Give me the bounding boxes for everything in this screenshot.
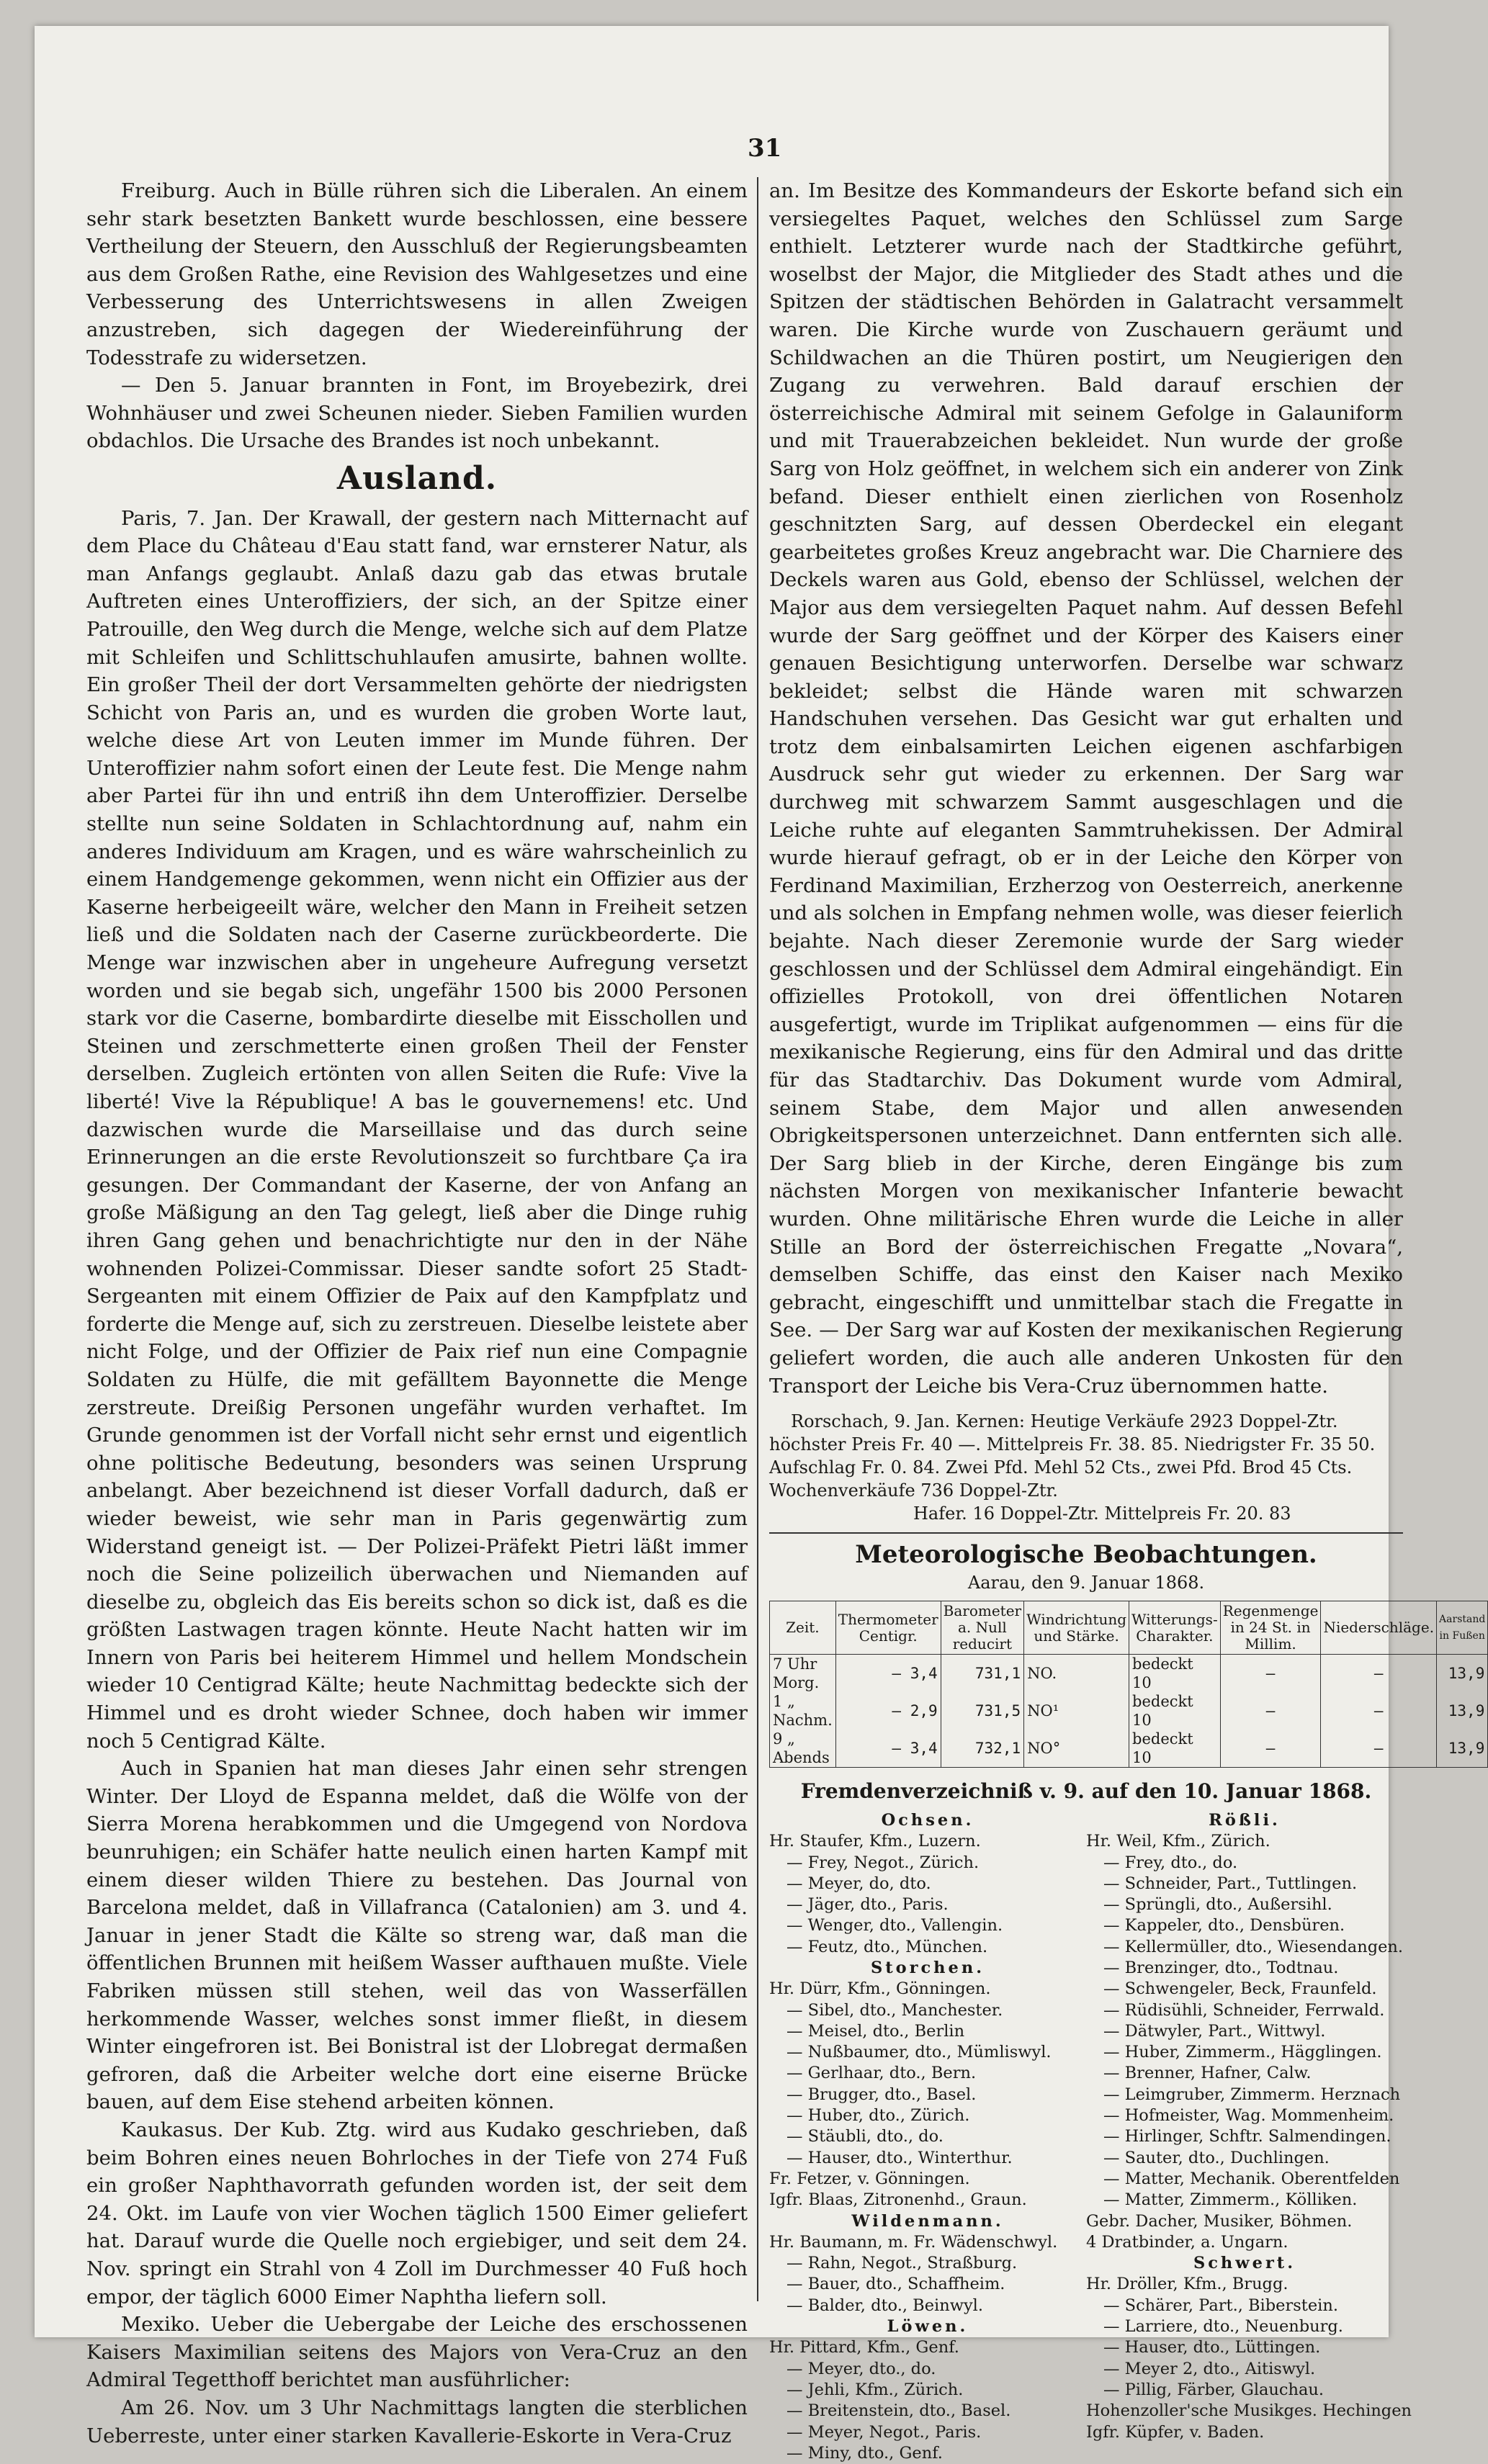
market-line: Hafer. 16 Doppel-Ztr. Mittelpreis Fr. 20. 83	[913, 1503, 1291, 1524]
guest-entry: — Jehli, Kfm., Zürich.	[786, 2380, 964, 2399]
col-header: Regenmenge in 24 St. in Millim.	[1220, 1601, 1321, 1655]
guest-entry: — Wenger, dto., Vallengin.	[786, 1916, 1003, 1935]
guest-entry: Hr. Staufer, Kfm., Luzern.	[769, 1832, 981, 1851]
guest-entry: — Rahn, Negot., Straßburg.	[786, 2254, 1018, 2273]
guest-entry: — Hauser, dto., Winterthur.	[786, 2148, 1013, 2167]
cell: 13,9	[1437, 1655, 1488, 1693]
guest-entry: — Hauser, dto., Lüttingen.	[1103, 2338, 1321, 2357]
col-header: Niederschläge.	[1321, 1601, 1437, 1655]
table-row	[770, 1730, 1488, 1768]
cell: —	[1321, 1730, 1437, 1768]
guest-entry: — Meisel, dto., Berlin	[786, 2021, 965, 2041]
guest-entry: — Meyer 2, dto., Aitiswyl.	[1103, 2359, 1316, 2378]
guest-entry: Igfr. Küpfer, v. Baden.	[1086, 2422, 1265, 2442]
guest-entry: — Jäger, dto., Paris.	[786, 1895, 949, 1915]
guest-entry: — Rüdisühli, Schneider, Ferrwald.	[1103, 2000, 1385, 2020]
col-header: Witterungs-Charakter.	[1129, 1601, 1221, 1655]
cell: 731,1	[941, 1655, 1023, 1693]
guest-entry: — Frey, Negot., Zürich.	[786, 1853, 980, 1872]
guest-entry: Hr. Dröller, Kfm., Brugg.	[1086, 2275, 1288, 2294]
guest-entry: — Breitenstein, dto., Basel.	[786, 2401, 1011, 2421]
cell: 1 „ Nachm.	[770, 1692, 836, 1730]
guest-entry: 4 Dratbinder, a. Ungarn.	[1086, 2232, 1288, 2252]
table-row	[770, 1692, 1488, 1730]
guest-entry: Hr. Baumann, m. Fr. Wädenschwyl.	[769, 2232, 1058, 2252]
market-line: Aufschlag Fr. 0. 84. Zwei Pfd. Mehl 52 Cts., zwei Pfd. Brod 45 Cts.	[769, 1457, 1353, 1478]
left-column	[86, 177, 748, 2450]
weather-table	[769, 1601, 1488, 1768]
guest-entry: Fr. Fetzer, v. Gönningen.	[769, 2169, 970, 2188]
guest-list-column-2	[1086, 1810, 1412, 2464]
article-spain: Auch in Spanien hat man dieses Jahr einen sehr strengen Winter. Der Lloyd de Espanna meldet, daß die Wölfe von der Sierra Morena herabkommen und die Umgegend von Nordova beunruhigen; ein Schäfer hatte neulich einen harten Kampf mit einem dieser wilden Thiere zu bestehen. Das Journal von Barcelona meldet, daß in Villafranca (Catalonien) am 3. und 4. Januar in jener Stadt die Kälte so streng war, daß man die öffentlichen Brunnen mit heißem Wasser aufthauen mußte. Viele Fabriken müssen still stehen, weil das von Wasserfällen herkommende Wasser, welches sonst immer fließt, in diesem Winter eingefroren ist. Bei Bonistral ist der Llobregat dermaßen gefroren, daß die Arbeiter welche dort eine eiserne Brücke bauen, auf dem Eise stehend arbeiten können.	[86, 1757, 748, 2114]
guest-entry: — Pillig, Färber, Glauchau.	[1103, 2380, 1325, 2399]
col-header: Thermometer Centigr.	[835, 1601, 941, 1655]
guest-entry: — Brugger, dto., Basel.	[786, 2085, 977, 2104]
guest-entry: — Kellermüller, dto., Wiesendangen.	[1103, 1937, 1404, 1956]
cell: NO°	[1024, 1730, 1129, 1768]
article-freiburg: Freiburg. Auch in Bülle rühren sich die Liberalen. An einem sehr stark besetzten Bankett wurde beschlossen, eine bessere Vertheilung der Steuern, den Ausschluß der Regierungsbeamten aus dem Großen Rathe, eine Revision des Wahlgesetzes und eine Verbesserung des Unterrichtswesens in allen Zweigen anzustreben, sich dagegen der Wiedereinführung der Todesstrafe zu widersetzen.	[86, 179, 748, 369]
cell: 13,9	[1437, 1730, 1488, 1768]
section-heading-ausland: Ausland.	[336, 459, 498, 497]
article-mexiko: Mexiko. Ueber die Uebergabe der Leiche des erschossenen Kaisers Maximilian seitens des Majors von Vera-Cruz an den Admiral Tegetthoff berichtet man ausführlicher:	[86, 2313, 748, 2392]
guest-entry: — Schärer, Part., Biberstein.	[1103, 2296, 1338, 2315]
article-mexiko-continued: an. Im Besitze des Kommandeurs der Eskorte befand sich ein versiegeltes Paquet, welches den Schlüssel zum Sarge enthielt. Letzterer wurde nach der Stadtkirche geführt, woselbst der Major, die Mitglieder des Stadt athes und die Spitzen der städtischen Behörden in Galatracht versammelt waren. Die Kirche wurde von Zuschauern geräumt und Schildwachen an die Thüren postirt, um Neugierigen den Zugang zu verwehren. Bald darauf erschien der österreichische Admiral mit seinem Gefolge in Galauniform und mit Trauerabzeichen bekleidet. Nun wurde der große Sarg von Holz geöffnet, in welchem sich ein anderer von Zink befand. Dieser enthielt einen zierlichen von Rosenholz geschnitzten Sarg, auf dessen Oberdeckel ein elegant gearbeitetes großes Kreuz angebracht war. Die Charniere des Deckels waren aus Gold, ebenso der Schlüssel, welchen der Major aus dem versiegelten Paquet nahm. Auf dessen Befehl wurde der Sarg geöffnet und der Körper des Kaisers einer genauen Besichtigung unterworfen. Derselbe war schwarz bekleidet; selbst die Hände waren mit schwarzen Handschuhen versehen. Das Gesicht war gut erhalten und trotz dem einbalsamirten Leichen eigenen aschfarbigen Ausdruck sehr gut wieder zu erkennen. Der Sarg war durchweg mit schwarzem Sammt ausgeschlagen und die Leiche ruhte auf eleganten Sammtruhekissen. Der Admiral wurde hierauf gefragt, ob er in der Leiche den Körper von Ferdinand Maximilian, Erzherzog von Oesterreich, anerkenne und als solchen in Empfang nehmen wolle, was dieser feierlich bejahte. Nach dieser Zeremonie wurde der Sarg wieder geschlossen und der Schlüssel dem Admiral eingehändigt. Ein offizielles Protokoll, von drei öffentlichen Notaren ausgefertigt, wurde im Triplikat aufgenommen — eins für die mexikanische Regierung, eins für den Admiral und das dritte für das Stadtarchiv. Das Dokument wurde vom Admiral, seinem Stabe, dem Major und allen anwesenden Obrigkeitspersonen unterzeichnet. Dann entfernten sich alle. Der Sarg blieb in der Kirche, deren Eingänge bis zum nächsten Morgen von mexikanischer Infanterie bewacht wurden. Ohne militärische Ehren wurde die Leiche in aller Stille an Bord der österreichischen Fregatte „Novara“, demselben Schiffe, das einst den Kaiser nach Mexiko gebracht, eingeschifft und unmittelbar stach die Fregatte in See. — Der Sarg war auf Kosten der mexikanischen Regierung geliefert worden, die auch alle anderen Unkosten für den Transport der Leiche bis Vera-Cruz übernommen hatte.	[769, 179, 1403, 1398]
guest-entry: — Bauer, dto., Schaffheim.	[786, 2275, 1005, 2294]
cell: NO.	[1024, 1655, 1129, 1693]
meteo-subtitle: Aarau, den 9. Januar 1868.	[967, 1572, 1205, 1593]
guest-list	[769, 1810, 1412, 2464]
guest-entry: — Frey, dto., do.	[1103, 1853, 1238, 1872]
guest-entry: — Nußbaumer, dto., Mümliswyl.	[786, 2043, 1052, 2062]
market-line: Rorschach, 9. Jan. Kernen: Heutige Verkäufe 2923 Doppel-Ztr.	[791, 1411, 1338, 1432]
guest-entry: — Sauter, dto., Duchlingen.	[1103, 2148, 1330, 2167]
cell: 731,5	[941, 1692, 1023, 1730]
right-column	[769, 177, 1486, 2464]
table-header-row	[770, 1601, 1488, 1655]
guest-entry: — Brenner, Hafner, Calw.	[1103, 2064, 1312, 2083]
cell: — 2,9	[835, 1692, 941, 1730]
guest-entry: — Schneider, Part., Tuttlingen.	[1103, 1874, 1358, 1893]
hotel-heading: Löwen.	[887, 2317, 969, 2337]
cell: bedeckt 10	[1129, 1692, 1221, 1730]
guest-entry: — Leimgruber, Zimmerm. Herznach	[1103, 2085, 1401, 2104]
guest-entry: — Balder, dto., Beinwyl.	[786, 2296, 984, 2315]
guest-entry: — Gerlhaar, dto., Bern.	[786, 2064, 977, 2083]
cell: —	[1321, 1655, 1437, 1693]
cell: —	[1321, 1692, 1437, 1730]
guest-entry: — Brenzinger, dto., Todtnau.	[1103, 1958, 1339, 1977]
meteo-title: Meteorologische Beobachtungen.	[855, 1540, 1317, 1570]
guest-list-title: Fremdenverzeichniß v. 9. auf den 10. Januar 1868.	[800, 1779, 1372, 1804]
guest-entry: — Kappeler, dto., Densbüren.	[1103, 1916, 1345, 1935]
page-number: 31	[748, 134, 782, 163]
cell: NO¹	[1024, 1692, 1129, 1730]
cell: 732,1	[941, 1730, 1023, 1768]
cell: —	[1220, 1655, 1321, 1693]
guest-entry: — Matter, Mechanik. Oberentfelden	[1103, 2169, 1400, 2188]
guest-entry: Hr. Dürr, Kfm., Gönningen.	[769, 1979, 991, 1999]
hotel-heading: Wildenmann.	[851, 2211, 1004, 2231]
guest-entry: — Huber, dto., Zürich.	[786, 2106, 970, 2126]
cell: 7 Uhr Morg.	[770, 1655, 836, 1693]
hotel-heading: Rößli.	[1209, 1810, 1281, 1830]
cell: — 3,4	[835, 1730, 941, 1768]
market-report	[769, 1410, 1403, 1525]
guest-entry: — Miny, dto., Genf.	[786, 2443, 943, 2463]
market-line: höchster Preis Fr. 40 —. Mittelpreis Fr. 38. 85. Niedrigster Fr. 35 50.	[769, 1434, 1376, 1455]
guest-entry: Hohenzoller'sche Musikges. Hechingen	[1086, 2401, 1412, 2421]
hotel-heading: Storchen.	[870, 1958, 985, 1977]
guest-entry: — Meyer, do, dto.	[786, 1874, 931, 1893]
guest-entry: Hr. Pittard, Kfm., Genf.	[769, 2338, 959, 2357]
market-line: Wochenverkäufe 736 Doppel-Ztr.	[769, 1480, 1058, 1501]
column-divider	[757, 177, 758, 2301]
guest-entry: — Meyer, Negot., Paris.	[786, 2422, 982, 2442]
guest-entry: — Feutz, dto., München.	[786, 1937, 988, 1956]
guest-entry: — Stäubli, dto., do.	[786, 2127, 944, 2146]
col-header: Barometer a. Null reducirt	[941, 1601, 1023, 1655]
guest-entry: — Dätwyler, Part., Wittwyl.	[1103, 2021, 1326, 2041]
divider	[769, 1532, 1403, 1534]
guest-entry: — Matter, Zimmerm., Kölliken.	[1103, 2190, 1358, 2210]
guest-entry: — Larriere, dto., Neuenburg.	[1103, 2317, 1343, 2337]
guest-entry: — Sprüngli, dto., Außersihl.	[1103, 1895, 1332, 1915]
col-header: Windrichtung und Stärke.	[1024, 1601, 1129, 1655]
table-row	[770, 1655, 1488, 1693]
guest-entry: — Schwengeler, Beck, Fraunfeld.	[1103, 1979, 1377, 1999]
cell: bedeckt 10	[1129, 1655, 1221, 1693]
guest-entry: — Huber, Zimmerm., Hägglingen.	[1103, 2043, 1382, 2062]
guest-entry: Igfr. Blaas, Zitronenhd., Graun.	[769, 2190, 1027, 2210]
article-kaukasus: Kaukasus. Der Kub. Ztg. wird aus Kudako geschrieben, daß beim Bohren eines neuen Bohrloches in der Tiefe von 274 Fuß ein großer Naphthavorrath gefunden worden ist, der seit dem 24. Okt. im Laufe von vier Wochen täglich 1500 Eimer geliefert hat. Darauf wurde die Quelle noch ergiebiger, und seit dem 24. Nov. springt ein Strahl von 4 Zoll im Durchmesser 40 Fuß hoch empor, der täglich 6000 Eimer Naphtha liefern soll.	[86, 2118, 748, 2308]
cell: bedeckt 10	[1129, 1730, 1221, 1768]
col-header: Aarstand in Fußen	[1437, 1601, 1488, 1655]
cell: 13,9	[1437, 1692, 1488, 1730]
article-font-fire: — Den 5. Januar brannten in Font, im Broyebezirk, drei Wohnhäuser und zwei Scheunen nieder. Sieben Familien wurden obdachlos. Die Ursache des Brandes ist noch unbekannt.	[86, 374, 748, 453]
hotel-heading: Schwert.	[1193, 2254, 1296, 2273]
cell: 9 „ Abends	[770, 1730, 836, 1768]
newspaper-page	[35, 26, 1486, 2463]
hotel-heading: Ochsen.	[881, 1810, 974, 1830]
guest-list-column-1	[769, 1810, 1086, 2464]
guest-entry: — Sibel, dto., Manchester.	[786, 2000, 1003, 2020]
guest-entry: — Meyer, dto., do.	[786, 2359, 936, 2378]
guest-entry: — Hofmeister, Wag. Mommenheim.	[1103, 2106, 1394, 2126]
cell: — 3,4	[835, 1655, 941, 1693]
article-paris: Paris, 7. Jan. Der Krawall, der gestern nach Mitternacht auf dem Place du Château d'Eau statt fand, war ernsterer Natur, als man Anfangs geglaubt. Anlaß dazu gab das etwas brutale Auftreten eines Unteroffiziers, der sich, an der Spitze einer Patrouille, den Weg durch die Menge, welche sich auf dem Platze mit Schleifen und Schlittschuhlaufen amusirte, bahnen wollte. Ein großer Theil der dort Versammelten gehörte der niedrigsten Schicht von Paris an, und es wurden die groben Worte laut, welche diese Art von Leuten immer im Munde führen. Der Unteroffizier nahm sofort einen der Leute fest. Die Menge nahm aber Partei für ihn und entriß ihn dem Unteroffizier. Derselbe stellte nun seine Soldaten in Schlachtordnung auf, nahm ein anderes Individuum am Kragen, und es wäre wahrscheinlich zu einem Handgemenge gekommen, wenn nicht ein Offizier aus der Kaserne herbeigeeilt wäre, welcher den Mann in Freiheit setzen ließ und die Soldaten nach der Caserne zurückbeorderte. Die Menge war inzwischen aber in ungeheure Aufregung versetzt worden und sie begab sich, ungefähr 1500 bis 2000 Personen stark vor die Caserne, bombardirte dieselbe mit Eisschollen und Steinen und zerschmetterte einen großen Theil der Fenster derselben. Zugleich ertönten von allen Seiten die Rufe: Vive la liberté! Vive la République! A bas le gouvernemens! etc. Und dazwischen wurde die Marseillaise und das durch seine Erinnerungen an die erste Revolutionszeit so furchtbare Ça ira gesungen. Der Commandant der Kaserne, der von Anfang an große Mäßigung an den Tag gelegt, ließ aber die Dinge ruhig ihren Gang gehen und benachrichtigte nur den in der Nähe wohnenden Polizei-Commissar. Dieser sandte sofort 25 Stadt-Sergeanten mit einem Offizier de Paix auf den Kampfplatz und forderte die Menge auf, sich zu zerstreuen. Dieselbe leistete aber nicht Folge, und der Offizier de Paix rief nun eine Compagnie Soldaten zu Hülfe, die mit gefälltem Bayonnette die Menge zerstreute. Dreißig Personen ungefähr wurden verhaftet. Im Grunde genommen ist der Vorfall nicht sehr ernst und eigentlich ohne politische Bedeutung, besonders was seinen Ursprung anbelangt. Aber bezeichnend ist dieser Vorfall dadurch, daß er wieder beweist, wie sehr man in Paris gegenwärtig zum Widerstand geneigt ist. — Der Polizei-Präfekt Pietri läßt immer noch die Seine polizeilich überwachen und Niemanden auf dieselbe zu, obgleich das Eis bereits schon so dick ist, daß es die größten Lastwagen tragen könnte. Heute Nacht hatten wir im Innern von Paris bei heiterem Himmel und hellem Mondschein wieder 10 Centigrad Kälte; heute Nachmittag bedeckte sich der Himmel und es droht wieder Schnee, doch haben wir immer noch 5 Centigrad Kälte.	[86, 506, 748, 1753]
article-mexiko-cont: Am 26. Nov. um 3 Uhr Nachmittags langten die sterblichen Ueberreste, unter einer starken Kavallerie-Eskorte in Vera-Cruz	[86, 2396, 748, 2447]
guest-entry: — Hirlinger, Schftr. Salmendingen.	[1103, 2127, 1391, 2146]
cell: —	[1220, 1730, 1321, 1768]
guest-entry: Hr. Weil, Kfm., Zürich.	[1086, 1832, 1270, 1851]
cell: —	[1220, 1692, 1321, 1730]
col-header: Zeit.	[770, 1601, 836, 1655]
guest-entry: Gebr. Dacher, Musiker, Böhmen.	[1086, 2211, 1353, 2231]
